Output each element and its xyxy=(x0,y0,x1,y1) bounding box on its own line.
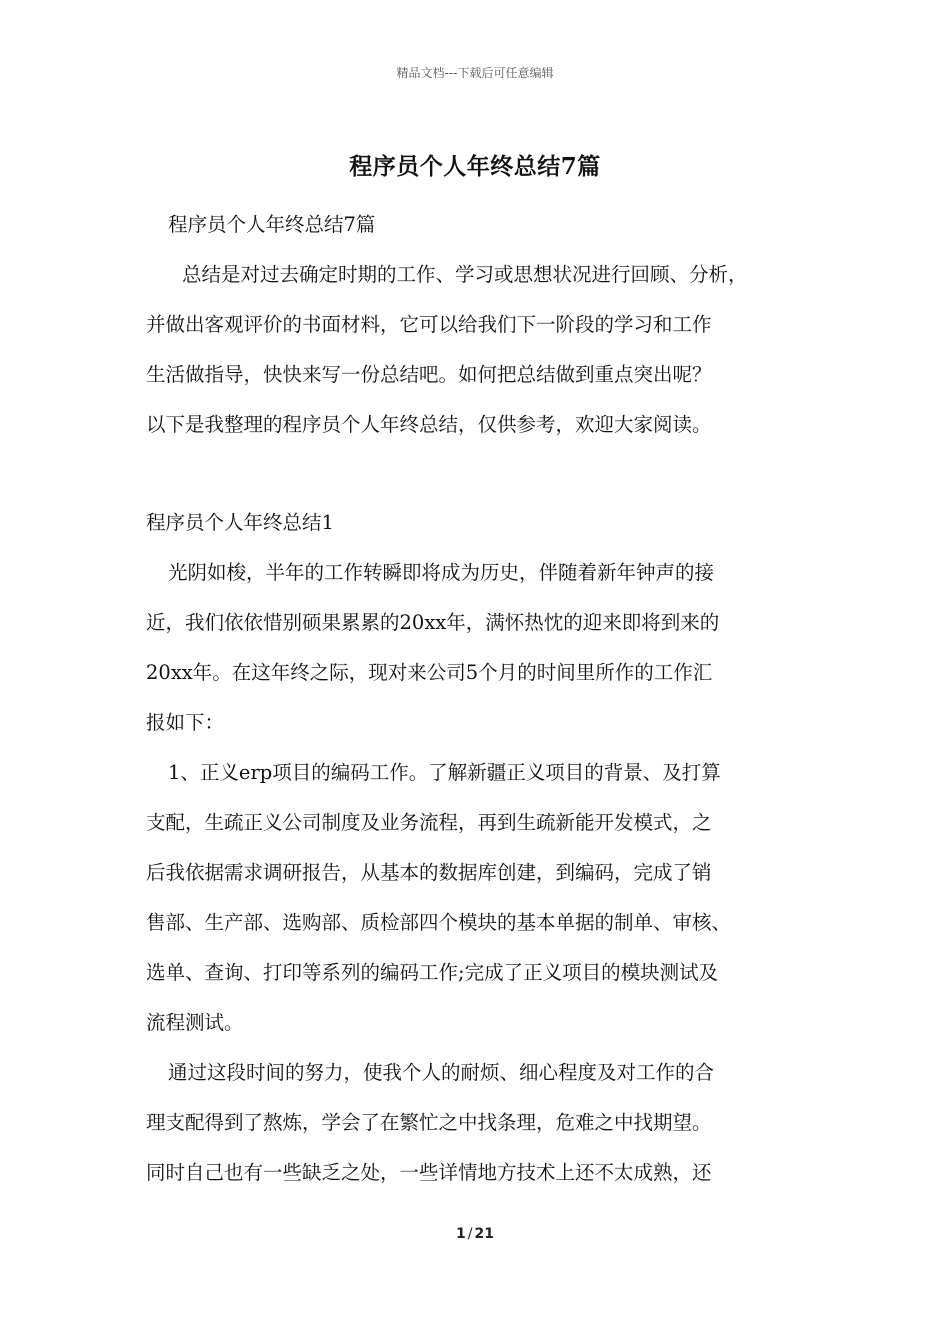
paragraph-line: 生活做指导，快快来写一份总结吧。如何把总结做到重点突出呢？ xyxy=(146,363,712,386)
subtitle: 程序员个人年终总结7篇 xyxy=(168,213,376,236)
paragraph-spacer xyxy=(146,450,828,498)
paragraph-line: 1、正义erp项目的编码工作。了解新疆正义项目的背景、及打算 xyxy=(168,761,721,784)
paragraph-line: 理支配得到了熬炼，学会了在繁忙之中找条理，危难之中找期望。 xyxy=(146,1111,712,1134)
page-total: 21 xyxy=(474,1226,494,1242)
intro-paragraph xyxy=(146,250,828,450)
paragraph-line: 售部、生产部、选购部、质检部四个模块的基本单据的制单、审核、 xyxy=(146,911,732,934)
paragraph-line: 同时自己也有一些缺乏之处，一些详情地方技术上还不太成熟，还 xyxy=(146,1161,712,1184)
section1-paragraph-1 xyxy=(146,548,828,748)
paragraph-line: 20xx年。在这年终之际，现对来公司5个月的时间里所作的工作汇 xyxy=(146,661,713,684)
section-heading: 程序员个人年终总结1 xyxy=(146,511,334,534)
section1-paragraph-2 xyxy=(146,748,828,1048)
page-number xyxy=(0,1226,950,1242)
paragraph-line: 支配，生疏正义公司制度及业务流程，再到生疏新能开发模式，之 xyxy=(146,811,712,834)
section1-paragraph-3 xyxy=(146,1048,828,1198)
paragraph-line: 后我依据需求调研报告，从基本的数据库创建，到编码，完成了销 xyxy=(146,861,712,884)
paragraph-line: 总结是对过去确定时期的工作、学习或思想状况进行回顾、分析， xyxy=(182,263,748,286)
page-separator: / xyxy=(467,1226,473,1242)
paragraph-line: 通过这段时间的努力，使我个人的耐烦、细心程度及对工作的合 xyxy=(168,1061,715,1084)
paragraph-line: 选单、查询、打印等系列的编码工作;完成了正义项目的模块测试及 xyxy=(146,961,719,984)
document-header-note: 精品文档---下载后可任意编辑 xyxy=(396,66,554,80)
document-body xyxy=(146,200,828,1198)
paragraph-line: 以下是我整理的程序员个人年终总结，仅供参考，欢迎大家阅读。 xyxy=(146,413,712,436)
page-current: 1 xyxy=(456,1226,466,1242)
paragraph-line: 近，我们依依惜别硕果累累的20xx年，满怀热忱的迎来即将到来的 xyxy=(146,611,720,634)
paragraph-line: 光阴如梭，半年的工作转瞬即将成为历史，伴随着新年钟声的接 xyxy=(168,561,715,584)
paragraph-line: 流程测试。 xyxy=(146,1011,244,1034)
paragraph-line: 报如下： xyxy=(146,711,225,734)
document-title: 程序员个人年终总结7篇 xyxy=(349,153,601,180)
paragraph-line: 并做出客观评价的书面材料，它可以给我们下一阶段的学习和工作 xyxy=(146,313,712,336)
